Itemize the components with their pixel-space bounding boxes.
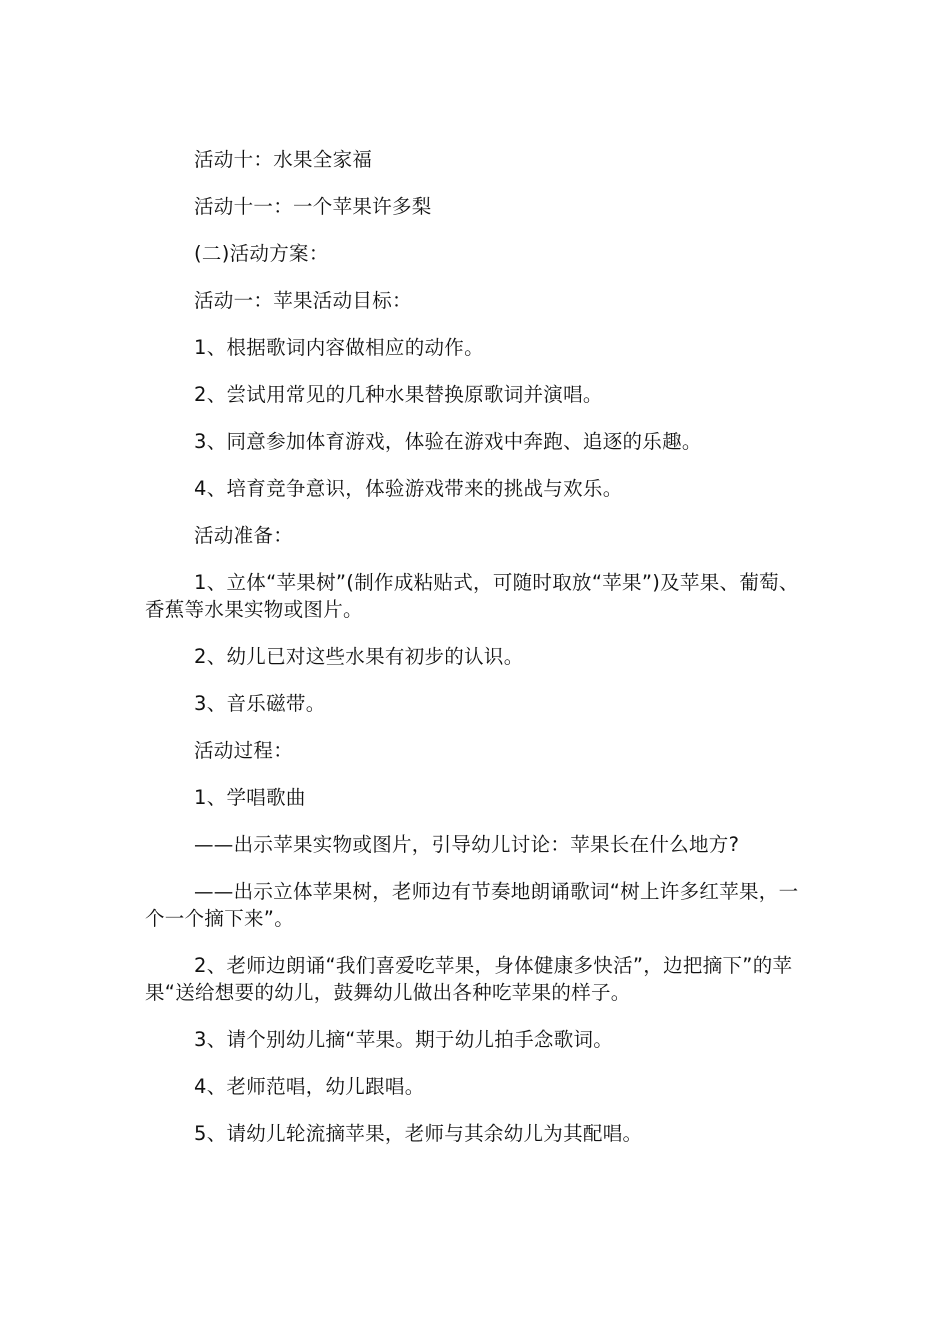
document-body [145, 146, 807, 1167]
paragraph-process-1: 1、学唱歌曲 [194, 786, 306, 809]
paragraph-preparation-heading: 活动准备： [194, 524, 294, 547]
paragraph-preparation-2: 2、幼儿已对这些水果有初步的认识。 [194, 645, 524, 668]
paragraph-process-1b: ——出示立体苹果树，老师边有节奏地朗诵歌词“树上许多红苹果，一个一个摘下来”。 [145, 880, 799, 930]
paragraph-activity-11: 活动十一：一个苹果许多梨 [194, 195, 432, 218]
paragraph-goal-2: 2、尝试用常见的几种水果替换原歌词并演唱。 [194, 383, 603, 406]
paragraph-process-1a: ——出示苹果实物或图片，引导幼儿讨论：苹果长在什么地方? [194, 833, 740, 856]
paragraph-goal-4: 4、培育竞争意识，体验游戏带来的挑战与欢乐。 [194, 477, 623, 500]
paragraph-process-4: 4、老师范唱，幼儿跟唱。 [194, 1075, 425, 1098]
paragraph-section-plan: (二)活动方案： [194, 242, 329, 265]
paragraph-process-heading: 活动过程： [194, 739, 294, 762]
paragraph-activity-1-goals: 活动一：苹果活动目标： [194, 289, 412, 312]
paragraph-goal-1: 1、根据歌词内容做相应的动作。 [194, 336, 484, 359]
paragraph-process-3: 3、请个别幼儿摘“苹果。期于幼儿拍手念歌词。 [194, 1028, 614, 1051]
paragraph-process-2: 2、老师边朗诵“我们喜爱吃苹果，身体健康多快活”，边把摘下”的苹果“送给想要的幼儿，鼓舞幼儿做出各种吃苹果的样子。 [145, 954, 793, 1004]
paragraph-activity-10: 活动十：水果全家福 [194, 148, 373, 171]
paragraph-goal-3: 3、同意参加体育游戏，体验在游戏中奔跑、追逐的乐趣。 [194, 430, 702, 453]
paragraph-preparation-3: 3、音乐磁带。 [194, 692, 326, 715]
paragraph-process-5: 5、请幼儿轮流摘苹果，老师与其余幼儿为其配唱。 [194, 1122, 643, 1145]
paragraph-preparation-1: 1、立体“苹果树”(制作成粘贴式，可随时取放“苹果”)及苹果、葡萄、香蕉等水果实物或图片。 [145, 571, 799, 621]
